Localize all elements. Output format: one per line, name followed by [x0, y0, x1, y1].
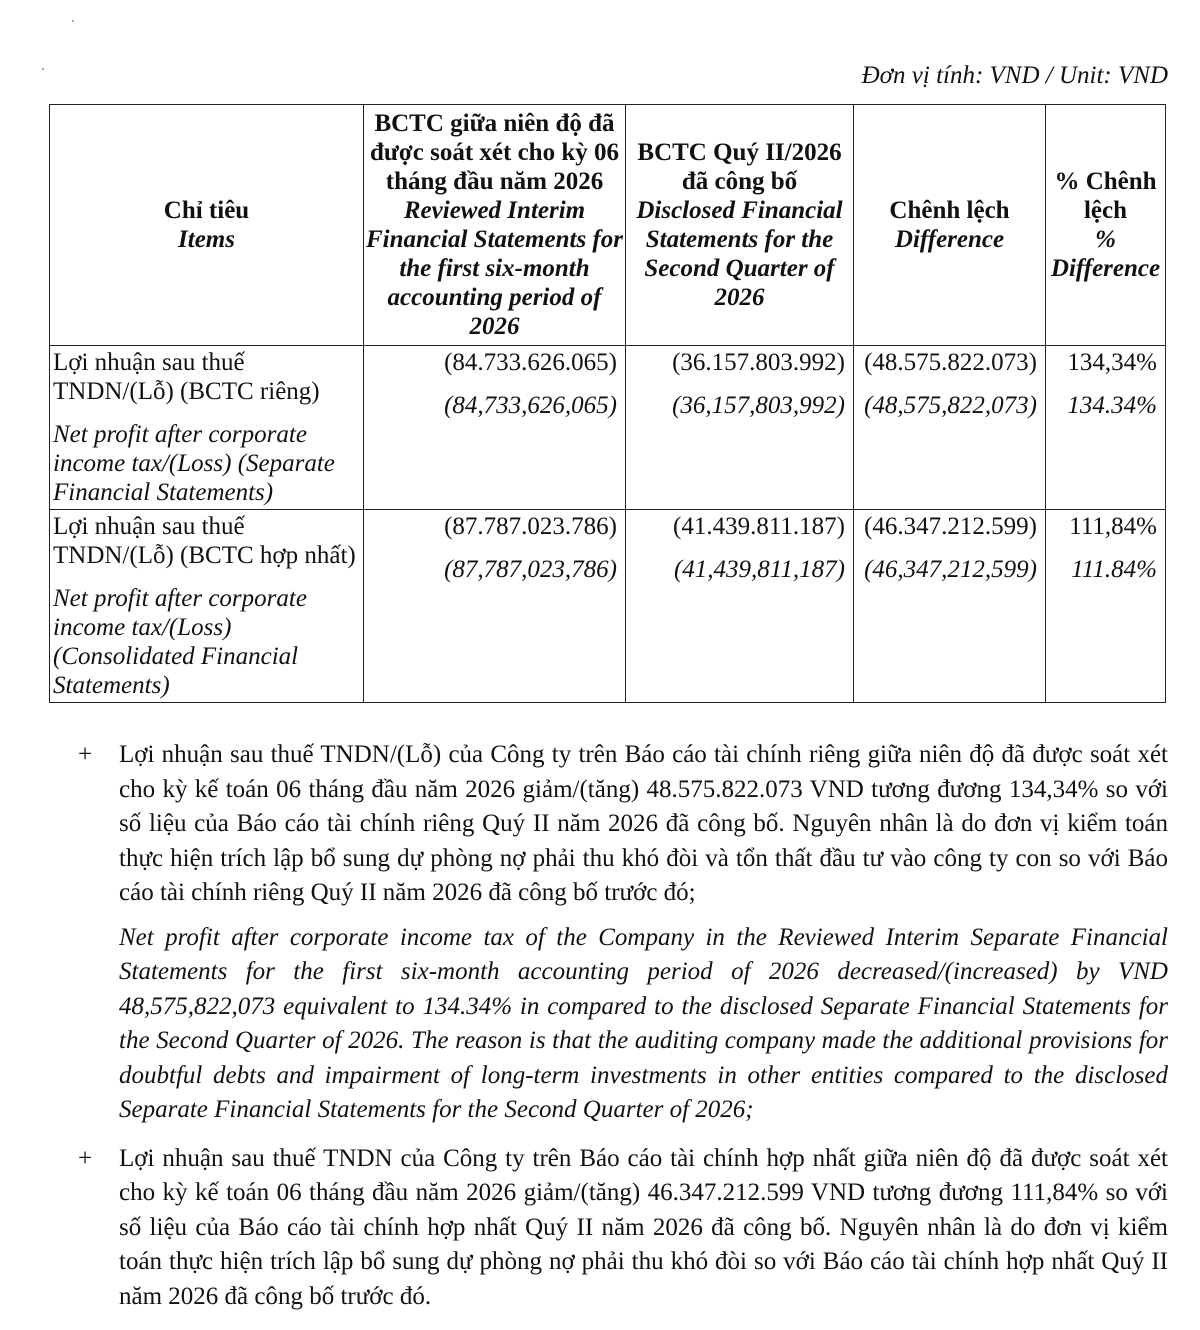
item-cell: Lợi nhuận sau thuế TNDN/(Lỗ) (BCTC hợp nhất) Net profit after corporate income tax/(Loss) (Consolidated Financial Statements)	[50, 510, 364, 703]
explanation-notes	[75, 738, 1168, 1314]
note-text: Lợi nhuận sau thuế TNDN/(Lỗ) của Công ty trên Báo cáo tài chính riêng giữa niên độ đã được soát xét cho kỳ kế toán 06 tháng đầu năm 2026 giảm/(tăng) 48.575.822.073 VND tương đương 134,34% so với số liệu của Báo cáo tài chính riêng Quý II năm 2026 đã công bố. Nguyên nhân là do đơn vị kiểm toán thực hiện trích lập bổ sung dự phòng nợ phải thu khó đòi và tổn thất đầu tư vào công ty con so với Báo cáo tài chính riêng Quý II năm 2026 đã công bố trước đó;	[119, 741, 1168, 906]
disclosed-cell: (41.439.811.187) (41,439,811,187)	[626, 510, 854, 703]
note-consolidated-vn	[75, 1142, 1168, 1315]
header-difference: Chênh lệch Difference	[854, 105, 1046, 346]
header-reviewed: BCTC giữa niên độ đã được soát xét cho kỳ 06 tháng đầu năm 2026 Reviewed Interim Financial Statements for the first six-month accounting period of 2026	[364, 105, 626, 346]
table-row	[50, 346, 1166, 510]
difference-cell: (48.575.822.073) (48,575,822,073)	[854, 346, 1046, 510]
comparison-table	[49, 104, 1166, 703]
table-row	[50, 510, 1166, 703]
header-disclosed: BCTC Quý II/2026 đã công bố Disclosed Financial Statements for the Second Quarter of 2026	[626, 105, 854, 346]
scan-speck	[42, 68, 44, 70]
reviewed-cell: (84.733.626.065) (84,733,626,065)	[364, 346, 626, 510]
note-separate-vn	[75, 738, 1168, 911]
header-pct-difference: % Chênh lệch % Difference	[1046, 105, 1166, 346]
scan-speck	[72, 20, 74, 22]
bullet-plus: +	[78, 1144, 93, 1172]
note-text: Lợi nhuận sau thuế TNDN của Công ty trên Báo cáo tài chính hợp nhất giữa niên độ đã được soát xét cho kỳ kế toán 06 tháng đầu năm 2026 giảm/(tăng) 46.347.212.599 VND tương đương 111,84% so với số liệu của Báo cáo tài chính hợp nhất Quý II năm 2026 đã công bố. Nguyên nhân là do đơn vị kiểm toán thực hiện trích lập bổ sung dự phòng nợ phải thu khó đòi so với Báo cáo tài chính hợp nhất Quý II năm 2026 đã công bố trước đó.	[119, 1144, 1168, 1310]
difference-cell: (46.347.212.599) (46,347,212,599)	[854, 510, 1046, 703]
table-header-row	[50, 105, 1166, 346]
pct-difference-cell: 134,34% 134.34%	[1046, 346, 1166, 510]
item-cell: Lợi nhuận sau thuế TNDN/(Lỗ) (BCTC riêng) Net profit after corporate income tax/(Loss) (Separate Financial Statements)	[50, 346, 364, 510]
header-items: Chỉ tiêu Items	[50, 105, 364, 346]
pct-difference-cell: 111,84% 111.84%	[1046, 510, 1166, 703]
bullet-plus: +	[78, 741, 93, 768]
unit-line: Đơn vị tính: VND / Unit: VND	[861, 62, 1168, 89]
disclosed-cell: (36.157.803.992) (36,157,803,992)	[626, 346, 854, 510]
note-separate-en: Net profit after corporate income tax of the Company in the Reviewed Interim Separate Financial Statements for the first six-month accounting period of 2026 decreased/(increased) by VND 48,575,822,073 equivalent to 134.34% in compared to the disclosed Separate Financial Statements for the Second Quarter of 2026. The reason is that the auditing company made the additional provisions for doubtful debts and impairment of long-term investments in other entities compared to the disclosed Separate Financial Statements for the Second Quarter of 2026;	[119, 923, 1168, 1123]
reviewed-cell: (87.787.023.786) (87,787,023,786)	[364, 510, 626, 703]
